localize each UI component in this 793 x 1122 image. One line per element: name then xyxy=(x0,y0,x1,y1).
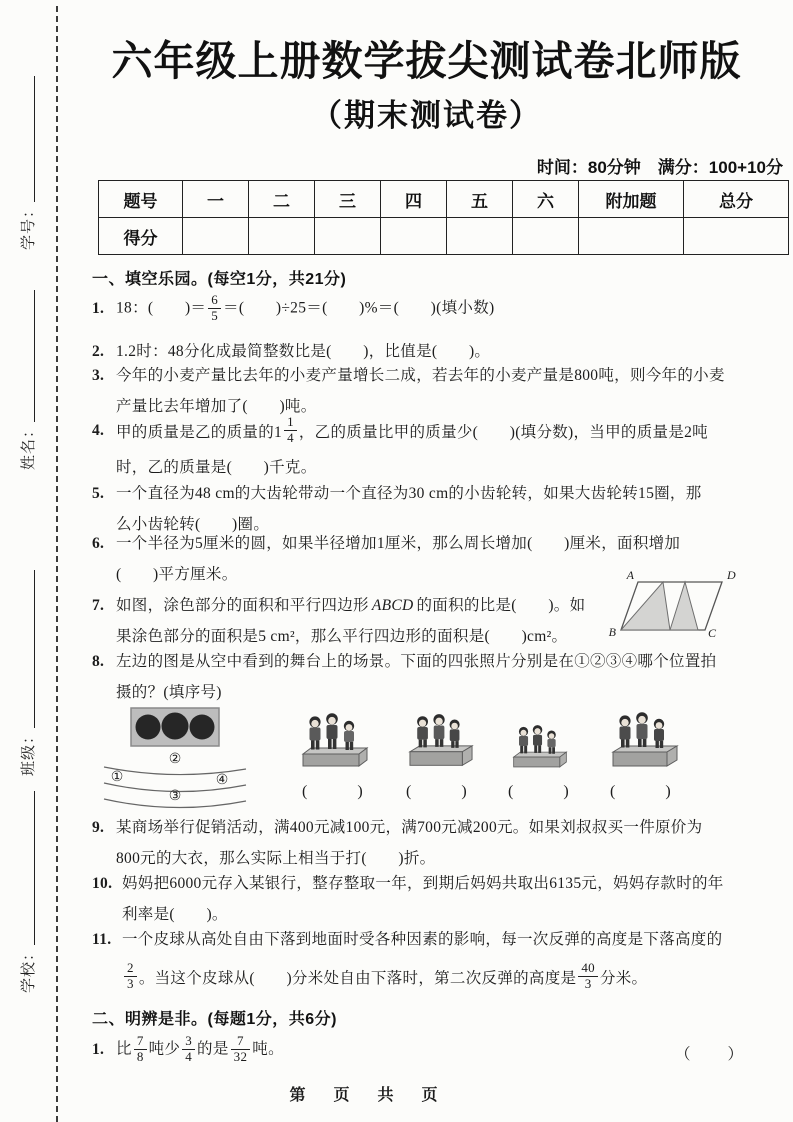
margin-field-name xyxy=(16,290,38,470)
performer-head xyxy=(162,713,189,740)
kid-figure xyxy=(533,725,543,753)
photo-4-answer-bracket: ( ) xyxy=(610,783,677,800)
margin-field-student-number xyxy=(16,76,38,250)
photo-2-answer-bracket: ( ) xyxy=(406,783,473,800)
q10-line1: 妈妈把6000元存入某银行，整存整取一年，到期后妈妈共取出6135元，妈妈存款时的年 xyxy=(122,875,724,892)
question-number: 11. xyxy=(92,931,112,948)
score-header-cell: 四 xyxy=(381,181,447,218)
section2-heading: 二、明辨是非。(每题1分，共6分) xyxy=(92,1011,337,1028)
score-empty-cell xyxy=(183,218,249,255)
class-blank-line xyxy=(33,570,35,728)
q11-mid: 。当这个皮球从( )分米处自由下落时，第二次反弹的高度是 xyxy=(138,970,577,987)
shaded-triangle-large xyxy=(621,582,670,630)
question-text xyxy=(116,291,788,324)
q3-line2: 产量比去年增加了( )吨。 xyxy=(116,398,317,415)
section1-heading: 一、填空乐园。(每空1分，共21分) xyxy=(92,271,347,288)
stage-platform-front xyxy=(514,757,560,767)
question-number: 4. xyxy=(92,422,105,439)
question-7 xyxy=(92,590,612,652)
q11-line1: 一个皮球从高处自由下落到地面时受各种因素的影响，每一次反弹的高度是下落高度的 xyxy=(122,931,723,948)
q5-line1: 一个直径为48 cm的大齿轮带动一个直径为30 cm的小齿轮转，如果大齿轮转15圈，那 xyxy=(116,485,702,502)
parallelogram-diagram xyxy=(604,568,793,642)
fraction-1-4: $\frac{1}{4}$ xyxy=(284,415,297,445)
score-header-cell: 一 xyxy=(183,181,249,218)
fraction-40-3: $\frac{40}{3}$ xyxy=(578,961,598,991)
left-dashed-cut-line xyxy=(56,6,58,1122)
kid-figure xyxy=(450,720,460,748)
q4-post: ，乙的质量比甲的质量少( )(填分数)，当甲的质量是2吨 xyxy=(298,424,708,441)
score-table-score-row xyxy=(99,218,789,255)
score-table xyxy=(98,180,789,255)
score-empty-cell xyxy=(447,218,513,255)
question-text: 1.2时：48分化成最简整数比是( )，比值是( )。 xyxy=(116,343,491,360)
q3-line1: 今年的小麦产量比去年的小麦产量增长二成，若去年的小麦产量是800吨，则今年的小麦 xyxy=(116,367,725,384)
photo-2 xyxy=(408,712,474,774)
s2q1-mid1: 吨少 xyxy=(148,1040,181,1058)
q9-line2: 800元的大衣，那么实际上相当于打( )折。 xyxy=(116,850,436,867)
question-text xyxy=(116,410,788,483)
q8-line1: 左边的图是从空中看到的舞台上的场景。下面的四张照片分别是在①②③④哪个位置拍 xyxy=(116,653,717,670)
true-false-answer-bracket: （ ） xyxy=(675,1046,746,1063)
score-empty-cell xyxy=(579,218,684,255)
photo-1 xyxy=(300,712,370,774)
fraction-3-4: $\frac{3}{4}$ xyxy=(182,1034,195,1064)
shaded-triangle-small xyxy=(670,582,698,630)
stage-platform-front xyxy=(303,754,359,766)
s2q1-end: 吨。 xyxy=(252,1040,284,1058)
kid-figure xyxy=(433,714,444,747)
parallelogram-name: ABCD xyxy=(371,597,414,614)
q11-end: 分米。 xyxy=(599,970,648,987)
photo-3-answer-bracket: ( ) xyxy=(508,783,575,800)
kid-figure xyxy=(344,721,354,750)
stage-platform-front xyxy=(410,752,462,766)
vertex-label-c: C xyxy=(708,626,717,640)
name-blank-line xyxy=(33,290,35,422)
fraction-7-8: $\frac{7}{8}$ xyxy=(134,1034,147,1064)
s2q1-pre: 比 xyxy=(116,1040,132,1058)
q9-line1: 某商场举行促销活动，满400元减100元，满700元减200元。如果刘叔叔买一件原价为 xyxy=(116,819,703,836)
student-number-blank-line xyxy=(33,76,35,202)
question-9 xyxy=(92,812,788,874)
position-label-1: ① xyxy=(110,770,124,785)
score-header-cell: 六 xyxy=(513,181,579,218)
question-number: 7. xyxy=(92,597,105,614)
margin-field-class xyxy=(16,570,38,776)
kid-figure xyxy=(636,712,648,747)
s2q1-mid2: 的是 xyxy=(197,1040,229,1058)
school-label: 学校： xyxy=(21,944,37,993)
photo-3 xyxy=(512,722,568,774)
time-score-info: 时间：80分钟 满分：100+10分 xyxy=(536,158,783,177)
score-header-cell: 附加题 xyxy=(579,181,684,218)
q7-line2: 果涂色部分的面积是5 cm²，那么平行四边形的面积是( )cm²。 xyxy=(116,628,568,645)
question-number: 3. xyxy=(92,367,105,384)
kid-figure xyxy=(326,713,338,749)
kid-figure xyxy=(417,716,428,747)
kid-figure xyxy=(619,715,630,747)
question-4 xyxy=(92,410,788,483)
q7-line1-pre: 如图，涂色部分的面积和平行四边形 xyxy=(116,597,369,614)
score-empty-cell xyxy=(249,218,315,255)
stage-platform-front xyxy=(613,752,667,766)
photo-4 xyxy=(610,712,680,774)
question-text xyxy=(122,868,788,930)
section2-question-1 xyxy=(92,1028,788,1072)
position-label-4: ④ xyxy=(215,773,229,788)
fraction-2-3: $\frac{2}{3}$ xyxy=(124,961,137,991)
score-empty-cell xyxy=(381,218,447,255)
question-number: 1. xyxy=(92,1041,105,1058)
question-8 xyxy=(92,646,788,708)
score-header-cell: 总分 xyxy=(684,181,789,218)
vertex-label-a: A xyxy=(626,568,634,582)
question-1 xyxy=(92,286,788,332)
score-empty-cell xyxy=(315,218,381,255)
score-header-cell: 二 xyxy=(249,181,315,218)
class-label: 班级： xyxy=(21,727,37,776)
fraction-6-5: $\frac{6}{5}$ xyxy=(208,293,221,323)
question-text xyxy=(122,924,788,999)
question-number: 8. xyxy=(92,653,105,670)
question-number: 5. xyxy=(92,485,105,502)
kid-figure xyxy=(547,731,556,754)
performer-head xyxy=(136,715,161,740)
question-number: 6. xyxy=(92,535,105,552)
page-title: 六年级上册数学拔尖测试卷北师版 xyxy=(111,38,742,84)
score-empty-cell xyxy=(684,218,789,255)
student-number-label: 学号： xyxy=(21,201,37,250)
q10-line2: 利率是( )。 xyxy=(122,906,228,923)
position-label-3: ③ xyxy=(168,789,182,804)
performer-head xyxy=(190,715,215,740)
q6-line1: 一个半径为5厘米的圆，如果半径增加1厘米，那么周长增加( )厘米，面积增加 xyxy=(116,535,681,552)
q4-pre: 甲的质量是乙的质量的1 xyxy=(116,424,283,441)
kid-figure xyxy=(654,719,664,748)
school-blank-line xyxy=(33,791,35,945)
vertex-label-b: B xyxy=(608,625,616,639)
q8-line2: 摄的？(填序号) xyxy=(116,684,222,701)
question-text xyxy=(116,646,788,708)
score-header-cell: 五 xyxy=(447,181,513,218)
kid-figure xyxy=(519,727,528,753)
question-number: 2. xyxy=(92,343,105,360)
question-number: 10. xyxy=(92,875,113,892)
q6-line2: ( )平方厘米。 xyxy=(116,566,238,583)
score-table-header-row xyxy=(99,181,789,218)
fraction-7-32: $\frac{7}{32}$ xyxy=(231,1034,251,1064)
kid-figure xyxy=(309,716,320,749)
vertex-label-d: D xyxy=(727,568,736,582)
margin-field-school xyxy=(16,791,38,993)
q4-line2: 时，乙的质量是( )千克。 xyxy=(116,459,317,476)
question-11 xyxy=(92,924,788,999)
q1-pre: 18：( )＝ xyxy=(116,299,207,317)
page-subtitle: （期末测试卷） xyxy=(311,98,542,133)
score-header-cell: 三 xyxy=(315,181,381,218)
question-text xyxy=(116,812,788,874)
q1-post: ＝( )÷25＝( )%＝( )(填小数) xyxy=(223,299,495,317)
score-empty-cell xyxy=(513,218,579,255)
page-footer: 第 页 共 页 xyxy=(289,1087,444,1104)
question-10 xyxy=(92,868,788,930)
photo-1-answer-bracket: ( ) xyxy=(302,783,369,800)
score-row-label: 得分 xyxy=(99,218,183,255)
q5-line2: 么小齿轮转( )圈。 xyxy=(116,516,270,533)
q7-line1-post: 的面积的比是( )。如 xyxy=(416,597,586,614)
stage-top-view-diagram xyxy=(100,700,250,812)
question-number: 9. xyxy=(92,819,105,836)
question-number: 1. xyxy=(92,300,105,317)
position-label-2: ② xyxy=(168,752,182,767)
score-header-cell: 题号 xyxy=(99,181,183,218)
question-text xyxy=(116,590,612,652)
name-label: 姓名： xyxy=(21,421,37,470)
